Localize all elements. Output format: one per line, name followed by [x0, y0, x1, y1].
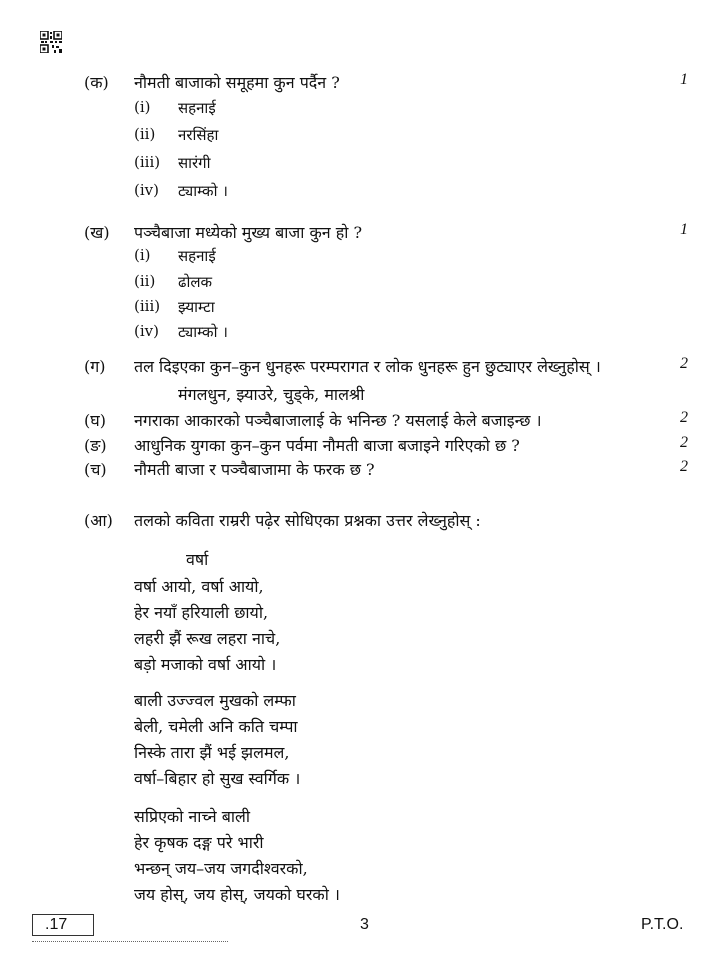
- question-text: नौमती बाजा र पञ्चैबाजामा के फरक छ ?: [134, 460, 375, 479]
- poem-title: वर्षा: [186, 550, 209, 569]
- pto-label: P.T.O.: [641, 916, 684, 933]
- option-text: सहनाई: [178, 99, 216, 117]
- question-marks: 1: [680, 221, 688, 238]
- poem-line: हेर नयाँ हरियाली छायो,: [134, 603, 269, 622]
- question-marks: 1: [680, 71, 688, 88]
- poem-line: बड़ो मजाको वर्षा आयो ।: [134, 655, 277, 674]
- option-number: (iii): [134, 153, 161, 171]
- question-label: (च): [84, 460, 107, 479]
- section-label: (आ): [84, 511, 113, 530]
- question-text: नगराका आकारको पञ्चैबाजालाई के भनिन्छ ? यसलाई केले बजाइन्छ ।: [134, 411, 542, 430]
- poem-line: हेर कृषक दङ्ग परे भारी: [134, 833, 264, 852]
- question-label: (ख): [84, 223, 110, 242]
- option-text: नरसिंहा: [178, 126, 219, 144]
- question-label: (ङ): [84, 436, 107, 455]
- question-subtext: मंगलधुन, झ्याउरे, चुड्के, मालश्री: [178, 385, 365, 404]
- option-number: (ii): [134, 125, 156, 143]
- question-label: (क): [84, 73, 109, 92]
- page-number: 3: [360, 916, 369, 933]
- question-label: (ग): [84, 357, 106, 376]
- option-number: (iv): [134, 322, 159, 340]
- poem-line: जय होस्, जय होस्, जयको घरको ।: [134, 885, 340, 904]
- option-text: ढोलक: [178, 273, 213, 291]
- poem-line: वर्षा आयो, वर्षा आयो,: [134, 577, 264, 596]
- option-text: सारंगी: [178, 154, 211, 172]
- section-instruction: तलको कविता राम्ररी पढ़ेर सोधिएका प्रश्नका उत्तर लेख्नुहोस् :: [134, 511, 481, 530]
- option-text: झ्याम्टा: [178, 298, 215, 316]
- question-text: नौमती बाजाको समूहमा कुन पर्दैन ?: [134, 73, 340, 92]
- option-text: ट्याम्को ।: [178, 323, 228, 341]
- poem-line: वर्षा–बिहार हो सुख स्वर्गिक ।: [134, 769, 301, 788]
- option-number: (ii): [134, 272, 156, 290]
- question-label: (घ): [84, 411, 106, 430]
- question-marks: 2: [680, 458, 688, 475]
- option-text: ट्याम्को ।: [178, 182, 228, 200]
- question-marks: 2: [680, 355, 688, 372]
- question-text: आधुनिक युगका कुन–कुन पर्वमा नौमती बाजा बजाइने गरिएको छ ?: [134, 436, 520, 455]
- option-number: (i): [134, 246, 151, 264]
- question-text: तल दिइएका कुन–कुन धुनहरू परम्परागत र लोक धुनहरू हुन छुट्याएर लेख्नुहोस् ।: [134, 357, 601, 376]
- question-marks: 2: [680, 409, 688, 426]
- option-number: (iv): [134, 181, 159, 199]
- option-text: सहनाई: [178, 247, 216, 265]
- poem-line: बाली उज्ज्वल मुखको लम्फा: [134, 691, 296, 710]
- paper-code-box: .17: [32, 914, 94, 936]
- option-number: (iii): [134, 297, 161, 315]
- question-text: पञ्चैबाजा मध्येको मुख्य बाजा कुन हो ?: [134, 223, 363, 242]
- qr-code-icon: [40, 31, 62, 53]
- poem-line: बेली, चमेली अनि कति चम्पा: [134, 717, 298, 736]
- poem-line: सप्रिएको नाच्ने बाली: [134, 807, 251, 826]
- poem-line: निस्के तारा झैं भई झलमल,: [134, 743, 290, 762]
- footer-divider: [32, 941, 228, 942]
- question-marks: 2: [680, 434, 688, 451]
- option-number: (i): [134, 98, 151, 116]
- poem-line: भन्छन् जय–जय जगदीश्वरको,: [134, 859, 308, 878]
- poem-line: लहरी झैं रूख लहरा नाचे,: [134, 629, 281, 648]
